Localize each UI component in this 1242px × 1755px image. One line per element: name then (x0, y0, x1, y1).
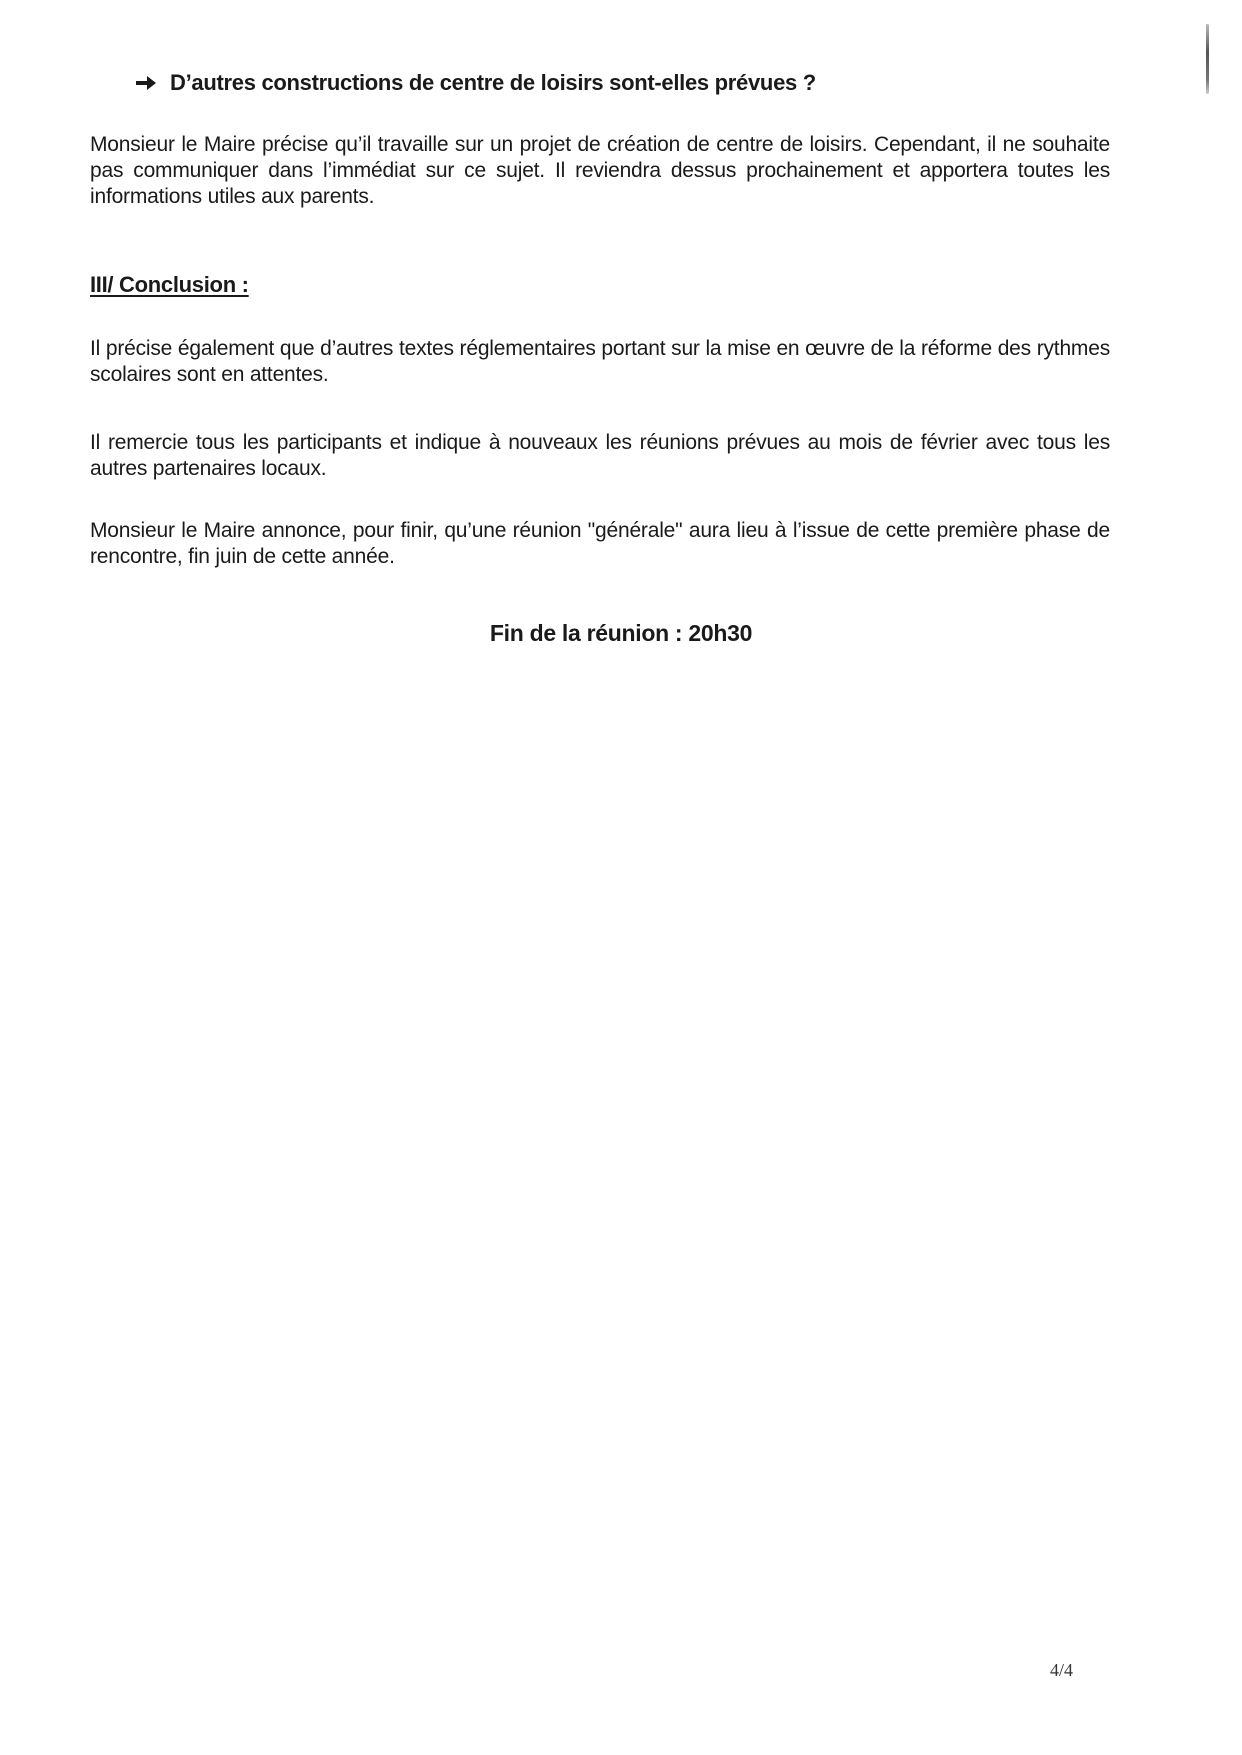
question-text: D’autres constructions de centre de loisirs sont-elles prévues ? (170, 70, 816, 95)
meeting-end-time: Fin de la réunion : 20h30 (489, 620, 753, 646)
right-arrow-icon (136, 75, 156, 91)
paragraph-thanks: Il remercie tous les participants et indique à nouveaux les réunions prévues au mois de février avec tous les autres partenaires locaux. (90, 431, 1110, 480)
paragraph-mayor-project: Monsieur le Maire précise qu’il travaille sur un projet de création de centre de loisirs. Cependant, il ne souhaite pas communiquer dans l’immédiat sur ce sujet. Il reviendra dessus prochainement et apportera toutes les informations utiles aux parents. (90, 133, 1110, 208)
paragraph-general-meeting: Monsieur le Maire annonce, pour finir, qu’une réunion "générale" aura lieu à l’issue de cette première phase de rencontre, fin juin de cette année. (90, 519, 1110, 568)
question-line (136, 70, 1036, 96)
paragraph-regulatory-texts: Il précise également que d’autres textes réglementaires portant sur la mise en œuvre de la réforme des rythmes scolaires sont en attentes. (90, 337, 1110, 386)
page-number: 4/4 (1050, 1660, 1074, 1680)
scan-edge-mark (1206, 24, 1209, 94)
section-heading-conclusion: III/ Conclusion : (90, 272, 249, 297)
